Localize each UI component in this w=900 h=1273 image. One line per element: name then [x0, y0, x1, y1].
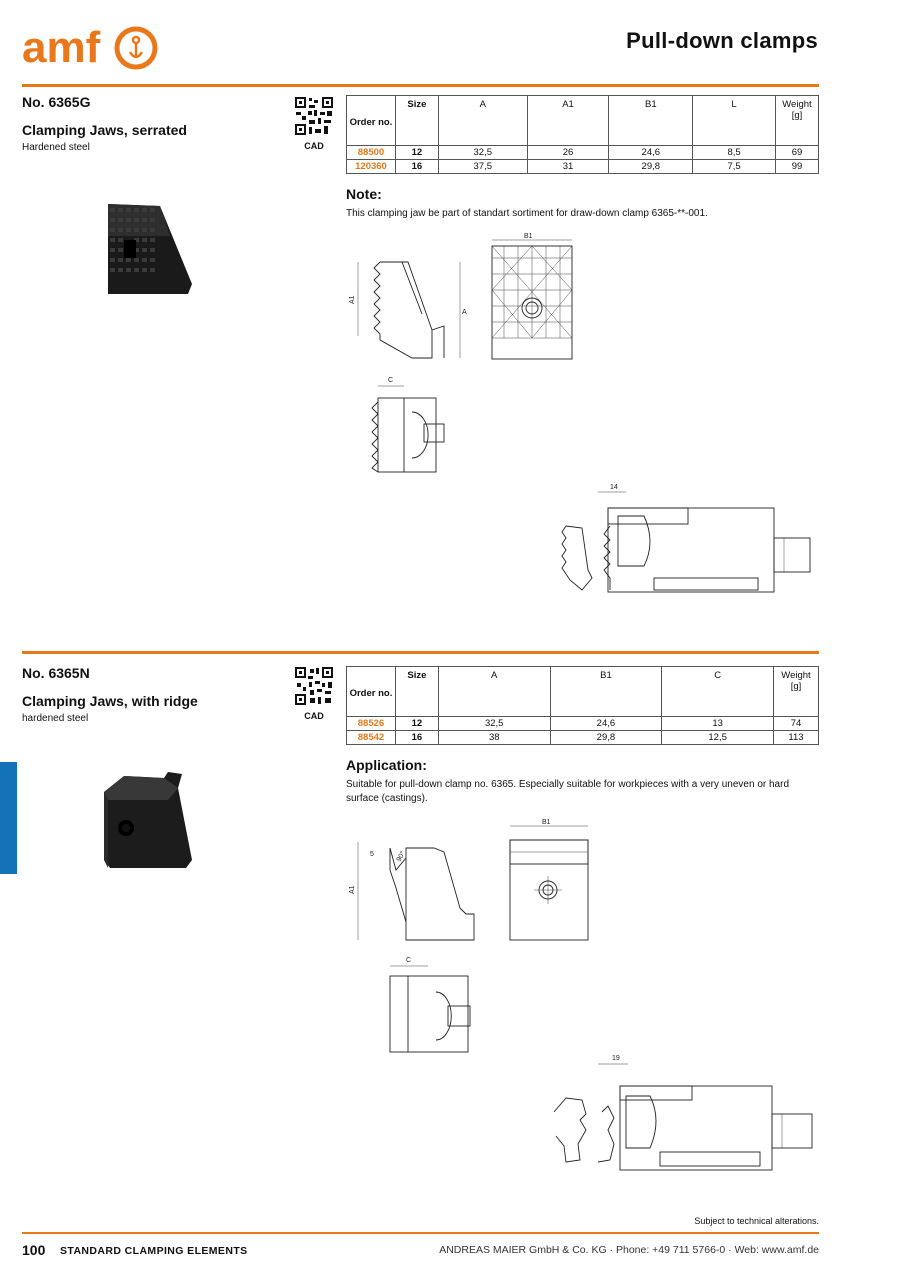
svg-text:A: A — [462, 309, 467, 316]
col-size: Size — [395, 96, 438, 146]
serrated-jaw-side-drawing — [349, 234, 472, 364]
amf-logo — [22, 22, 162, 74]
qr-code-icon — [294, 96, 334, 136]
ridge-jaw-front-drawing — [506, 818, 592, 944]
ridge-jaw-assembly-drawing — [550, 1050, 820, 1175]
col-order: Order no. — [347, 667, 396, 717]
section1-table — [346, 95, 819, 174]
section-name: STANDARD CLAMPING ELEMENTS — [60, 1245, 248, 1257]
serrated-jaw-top-drawing — [364, 372, 464, 477]
svg-text:A1: A1 — [349, 295, 356, 304]
section1-subtitle: Hardened steel — [22, 142, 90, 153]
order-number-link[interactable]: 88542 — [347, 731, 396, 745]
section2-divider — [22, 651, 819, 654]
section2-application-text: Suitable for pull-down clamp no. 6365. Especially suitable for workpieces with a very uneven or hard surface (castings). — [346, 779, 790, 804]
svg-text:5: 5 — [370, 851, 374, 858]
footer-divider — [22, 1232, 819, 1234]
col-c: C — [662, 667, 774, 717]
svg-text:19: 19 — [612, 1055, 620, 1062]
section1-cad-link[interactable] — [294, 96, 334, 151]
col-l: L — [693, 96, 776, 146]
svg-text:A1: A1 — [349, 885, 356, 894]
col-a: A — [438, 667, 550, 717]
header-divider — [22, 84, 819, 87]
col-weight: Weight [g] — [773, 667, 818, 717]
table-header-row — [347, 667, 819, 717]
qr-code-icon — [294, 666, 334, 706]
section1-number: No. 6365G — [22, 94, 91, 110]
ridge-jaw-top-drawing — [380, 952, 490, 1057]
section2-number: No. 6365N — [22, 665, 90, 681]
section2-table — [346, 666, 819, 745]
serrated-jaw-assembly-drawing — [548, 482, 818, 602]
section1-note-heading: Note: — [346, 186, 382, 202]
order-number-link[interactable]: 88526 — [347, 717, 396, 731]
col-b1: B1 — [609, 96, 693, 146]
order-number-link[interactable]: 88500 — [347, 146, 396, 160]
svg-text:C: C — [406, 957, 412, 964]
section2-cad-link[interactable] — [294, 666, 334, 721]
section2-cad-label: CAD — [304, 711, 324, 721]
table-header-row — [347, 96, 819, 146]
svg-text:B1: B1 — [524, 233, 533, 240]
section2-title: Clamping Jaws, with ridge — [22, 693, 198, 709]
section2-application-heading: Application: — [346, 757, 427, 773]
chapter-tab[interactable] — [0, 762, 17, 874]
col-weight: Weight [g] — [775, 96, 818, 146]
svg-text:C: C — [388, 377, 394, 384]
section1-title: Clamping Jaws, serrated — [22, 122, 187, 138]
col-order: Order no. — [347, 96, 396, 146]
col-b1: B1 — [550, 667, 662, 717]
logo-text: amf — [22, 23, 101, 72]
ridge-jaw-photo — [98, 770, 208, 874]
ridge-jaw-side-drawing — [350, 830, 480, 945]
table-row: 88542 16 38 29,8 12,5 113 — [347, 731, 819, 745]
order-number-link[interactable]: 120360 — [347, 160, 396, 174]
table-row: 120360 16 37,5 31 29,8 7,5 99 — [347, 160, 819, 174]
alterations-notice: Subject to technical alterations. — [694, 1216, 819, 1226]
section1-note-text: This clamping jaw be part of standart sortiment for draw-down clamp 6365-**-001. — [346, 208, 708, 219]
table-row: 88526 12 32,5 24,6 13 74 — [347, 717, 819, 731]
svg-text:B1: B1 — [542, 819, 551, 826]
col-a1: A1 — [527, 96, 609, 146]
col-size: Size — [395, 667, 438, 717]
page-title: Pull-down clamps — [626, 28, 818, 53]
svg-text:90°: 90° — [395, 850, 408, 863]
page-number: 100 — [22, 1242, 46, 1258]
company-info: ANDREAS MAIER GmbH & Co. KG · Phone: +49 711 5766-0 · Web: www.amf.de — [439, 1244, 819, 1256]
section2-subtitle: hardened steel — [22, 713, 89, 724]
section1-cad-label: CAD — [304, 141, 324, 151]
serrated-jaw-photo — [100, 196, 200, 296]
col-a: A — [438, 96, 527, 146]
svg-text:14: 14 — [610, 484, 618, 491]
serrated-jaw-front-drawing — [488, 230, 578, 365]
amf-logo-graphic — [22, 22, 162, 74]
table-row: 88500 12 32,5 26 24,6 8,5 69 — [347, 146, 819, 160]
